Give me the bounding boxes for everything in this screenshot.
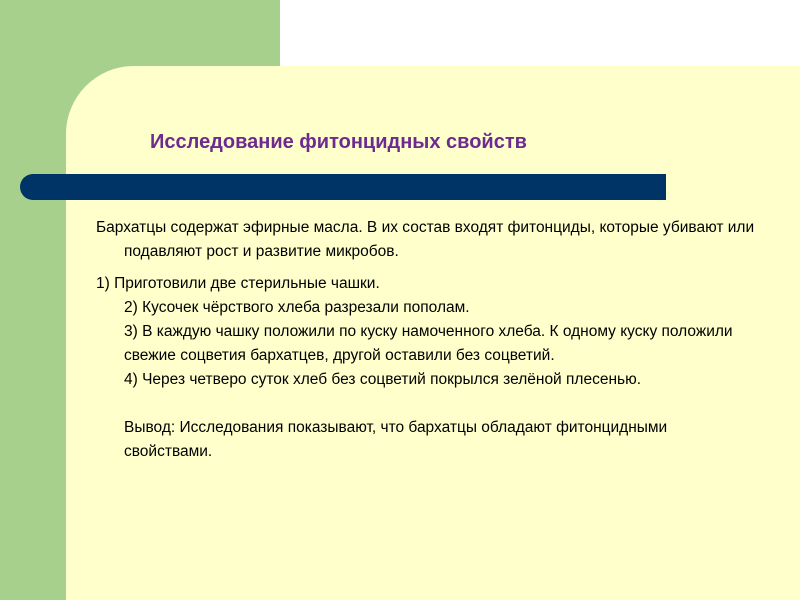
intro-paragraph: Бархатцы содержат эфирные масла. В их состав входят фитонциды, которые убивают или подавляют рост и развитие микробов. xyxy=(96,219,755,260)
slide-body xyxy=(96,216,756,464)
step-1: 1) Приготовили две стерильные чашки. xyxy=(96,275,380,292)
slide-title: Исследование фитонцидных свойств xyxy=(150,131,527,153)
title-divider-bar xyxy=(20,174,666,200)
step-4: 4) Через четверо суток хлеб без соцветий покрылся зелёной плесенью. xyxy=(124,371,642,388)
step-2: 2) Кусочек чёрствого хлеба разрезали пополам. xyxy=(124,299,470,316)
blank-line xyxy=(96,392,756,416)
step-3: 3) В каждую чашку положили по куску намоченного хлеба. К одному куску положили свежие соцветия бархатцев, другой оставили без соцветий. xyxy=(124,323,733,364)
conclusion: Вывод: Исследования показывают, что бархатцы обладают фитонцидными свойствами. xyxy=(124,419,668,460)
